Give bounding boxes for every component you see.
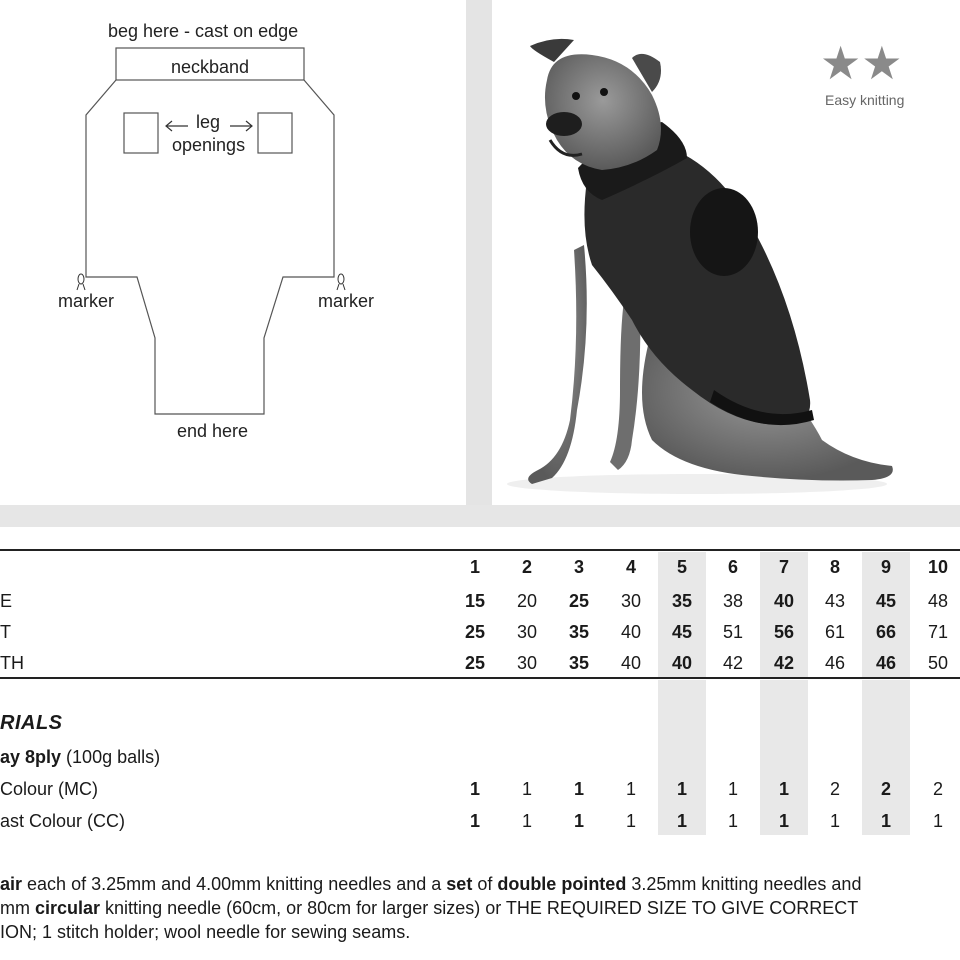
size-table-cell: 30 (620, 591, 642, 611)
yarn-suffix: (100g balls) (61, 747, 161, 767)
table-top-rule (0, 549, 960, 551)
size-table-cell: 48 (927, 591, 949, 611)
size-table-cell: 45 (875, 591, 897, 611)
size-header-cell: 9 (880, 557, 891, 577)
size-table-cell: 51 (722, 622, 744, 642)
size-header-cell: 1 (469, 557, 480, 577)
end-here-label: end here (177, 421, 249, 441)
material-table-cell: 1 (778, 779, 789, 799)
arrow-left-icon (166, 121, 188, 131)
material-table-cell: 1 (727, 811, 738, 831)
sweater-schematic (0, 0, 466, 505)
material-table-cell: 1 (676, 811, 687, 831)
material-row-label: Colour (MC) (0, 779, 99, 799)
material-table-cell: 1 (521, 811, 532, 831)
size-table-cell: 45 (671, 622, 693, 642)
material-table-cell: 2 (829, 779, 840, 799)
vertical-divider (466, 0, 492, 505)
size-table-cell: 25 (464, 653, 486, 673)
material-row-label: ast Colour (CC) (0, 811, 126, 831)
size-table-cell: 40 (620, 622, 642, 642)
material-table-cell: 1 (469, 779, 480, 799)
leg-label: leg (196, 112, 221, 132)
star-icon: ★ (861, 37, 903, 89)
table-bottom-rule (0, 677, 960, 679)
needles-line-3 (0, 922, 410, 943)
material-table-cell: 1 (778, 811, 789, 831)
size-table-cell: 46 (824, 653, 846, 673)
star-icon: ★ (820, 37, 862, 89)
leg-opening-left (124, 113, 158, 153)
size-table-cell: 40 (620, 653, 642, 673)
material-table-cell: 2 (932, 779, 943, 799)
marker-right-icon (337, 274, 345, 290)
size-table-cell: 71 (927, 622, 949, 642)
size-header-cell: 4 (625, 557, 636, 577)
size-header-cell: 8 (829, 557, 840, 577)
size-header-cell: 6 (727, 557, 738, 577)
needles-text-segment: double pointed (497, 874, 627, 894)
size-row-label: TH (0, 653, 24, 673)
dog-photo (492, 0, 960, 505)
cast-on-label: beg here - cast on edge (108, 21, 299, 41)
size-header-cell: 7 (778, 557, 789, 577)
needles-text-segment: knitting needle (60cm, or 80cm for larger sizes) or THE REQUIRED SIZE TO GIVE CORRECT (100, 898, 859, 918)
size-table-cell: 42 (773, 653, 795, 673)
size-header-cell: 2 (521, 557, 532, 577)
materials-title: RIALS (0, 712, 63, 734)
needles-text-segment: each of 3.25mm and 4.00mm knitting needles and a (22, 874, 447, 894)
marker-left-label: marker (58, 291, 115, 311)
needles-text-segment: set (446, 874, 473, 894)
size-table-cell: 35 (568, 622, 590, 642)
size-table-cell: 42 (722, 653, 744, 673)
material-table-cell: 1 (880, 811, 891, 831)
material-table-cell: 1 (625, 779, 636, 799)
material-table-cell: 1 (932, 811, 943, 831)
size-header-cell: 3 (573, 557, 584, 577)
material-table-cell: 1 (625, 811, 636, 831)
size-header-cell: 10 (927, 557, 949, 577)
leg-opening-right (258, 113, 292, 153)
yarn-line (0, 747, 160, 768)
size-table-cell: 43 (824, 591, 846, 611)
size-header-cell: 5 (676, 557, 687, 577)
size-table-cell: 40 (773, 591, 795, 611)
size-table-cell: 35 (671, 591, 693, 611)
material-table-cell: 1 (676, 779, 687, 799)
needles-line-1 (0, 874, 861, 895)
needles-text-segment: circular (35, 898, 101, 918)
size-table-cell: 66 (875, 622, 897, 642)
needles-line-2 (0, 898, 858, 919)
horizontal-divider (0, 505, 960, 527)
neckband-label: neckband (171, 57, 250, 77)
difficulty-label: Easy knitting (825, 92, 905, 108)
material-table-cell: 1 (573, 779, 584, 799)
size-table-cell: 61 (824, 622, 846, 642)
marker-left-icon (77, 274, 85, 290)
size-table-cell: 20 (516, 591, 538, 611)
size-row-label: T (0, 622, 11, 642)
difficulty-stars (820, 37, 920, 89)
needles-text-segment: 3.25mm knitting needles and (626, 874, 862, 894)
size-table-cell: 56 (773, 622, 795, 642)
size-row-label: E (0, 591, 13, 611)
needles-text-segment: air (0, 874, 23, 894)
size-table-cell: 15 (464, 591, 486, 611)
size-table-cell: 50 (927, 653, 949, 673)
needles-text-segment: of (472, 874, 498, 894)
size-table-cell: 30 (516, 622, 538, 642)
yarn-name: ay 8ply (0, 747, 62, 767)
material-table-cell: 1 (829, 811, 840, 831)
size-table-cell: 46 (875, 653, 897, 673)
material-table-cell: 1 (727, 779, 738, 799)
size-table-cell: 25 (464, 622, 486, 642)
size-table-cell: 40 (671, 653, 693, 673)
arrow-right-icon (230, 121, 252, 131)
size-table-cell: 35 (568, 653, 590, 673)
material-table-cell: 2 (880, 779, 891, 799)
marker-right-label: marker (318, 291, 375, 311)
openings-label: openings (172, 135, 246, 155)
size-table-cell: 38 (722, 591, 744, 611)
material-table-cell: 1 (573, 811, 584, 831)
material-table-cell: 1 (469, 811, 480, 831)
needles-text-segment: ION; 1 stitch holder; wool needle for sewing seams. (0, 922, 411, 942)
needles-text-segment: mm (0, 898, 35, 918)
material-table-cell: 1 (521, 779, 532, 799)
size-table-cell: 30 (516, 653, 538, 673)
size-table-cell: 25 (568, 591, 590, 611)
